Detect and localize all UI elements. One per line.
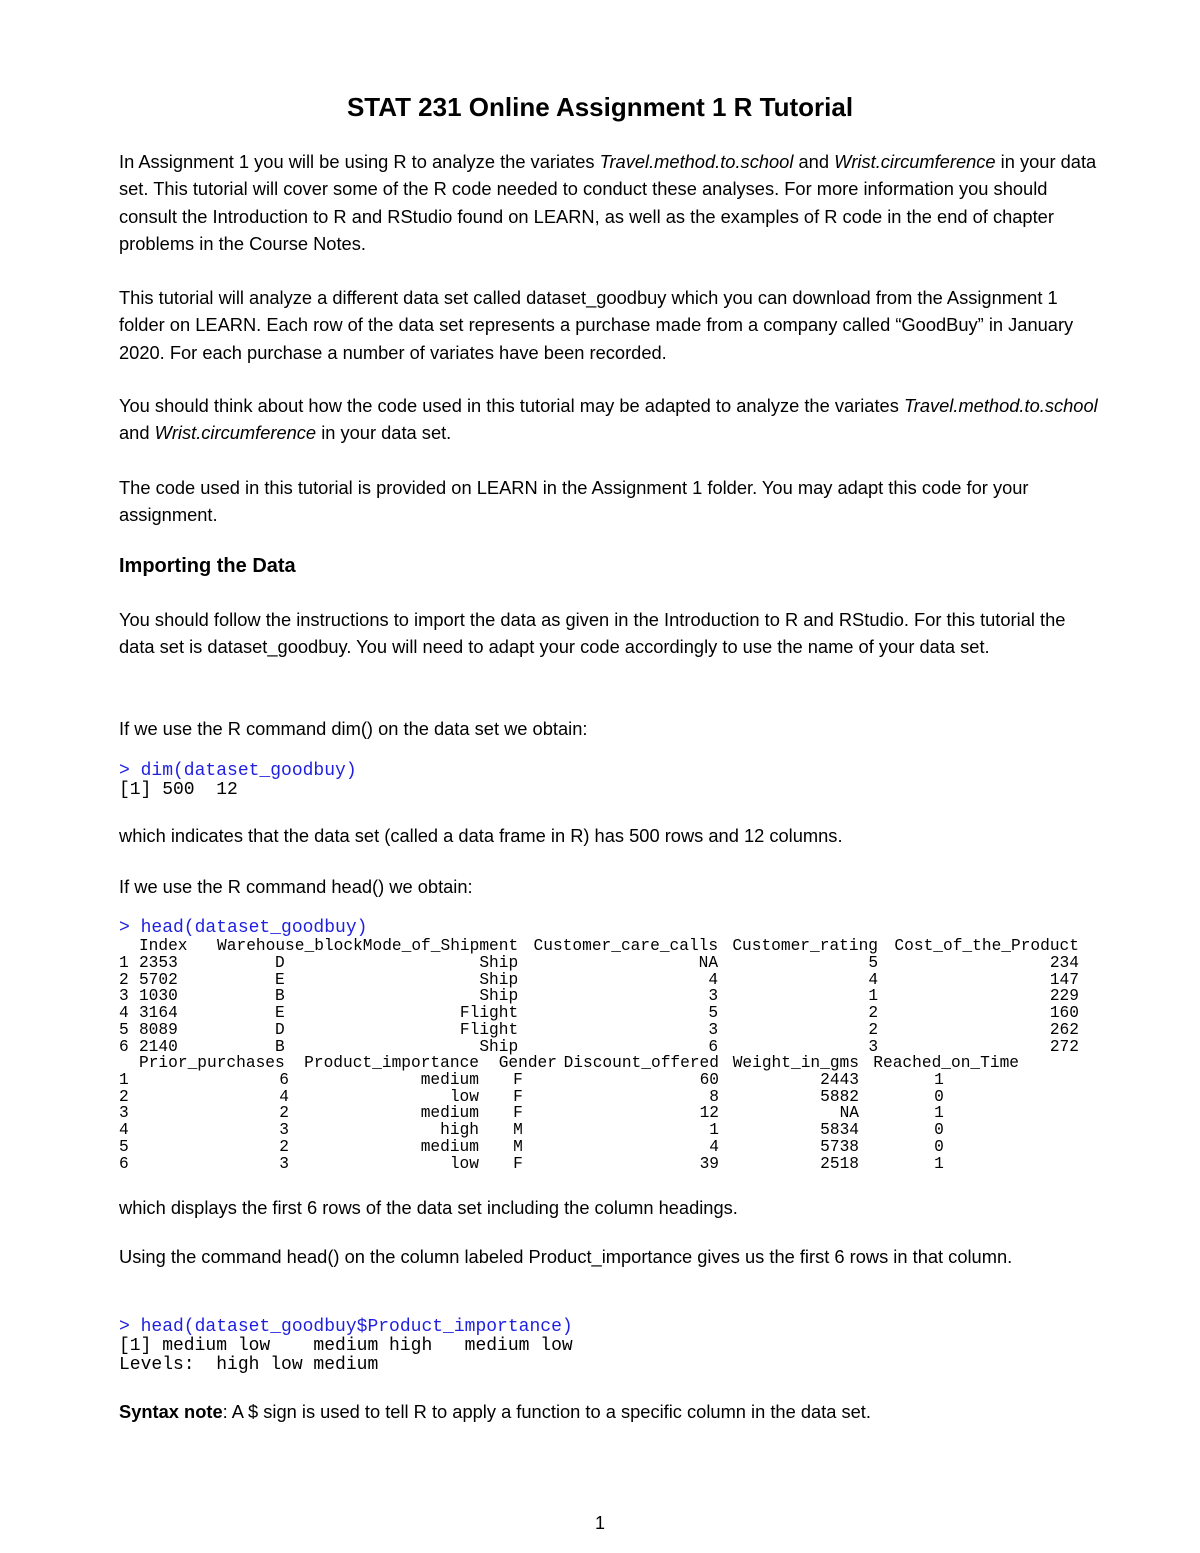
table-cell: D [274,1020,285,1039]
table-cell: 5882 [820,1087,859,1106]
table-cell: medium [420,1104,479,1123]
section-paragraph-3: which indicates that the data set (called a data frame in R) has 500 rows and 12 columns. [119,825,843,846]
table-row [119,1022,1079,1039]
table-cell: low [449,1154,479,1173]
intro-p3-text-a: You should think about how the code used in this tutorial may be adapted to analyze the variates [119,395,904,416]
table-cell: 5 [119,1020,129,1039]
column-header [119,938,139,955]
table-cell: medium [420,1070,479,1089]
table-cell: 3 [708,1020,719,1039]
column-header: Customer_care_calls [533,937,719,955]
dim-code-block [119,762,357,800]
table-cell: 6 [279,1070,289,1089]
table-cell: 2 [279,1137,289,1156]
intro-paragraph-1 [119,148,1099,257]
section-paragraph-5: which displays the first 6 rows of the data set including the column headings. [119,1197,738,1218]
table-cell: 3 [708,987,719,1006]
table-cell: 5834 [820,1121,859,1140]
table-cell: NA [839,1104,859,1123]
column-header: Product_importance [304,1054,479,1072]
table-cell: medium [420,1137,479,1156]
table-cell: 2 [868,1020,879,1039]
column-header: Customer_rating [732,937,879,955]
section-paragraph-4: If we use the R command head() we obtain: [119,876,473,897]
head2-command: > head(dataset_goodbuy$Product_importance) [119,1317,573,1337]
table-cell: 0 [934,1121,944,1140]
table-cell: 160 [1049,1004,1079,1023]
table-cell: F [513,1154,523,1173]
head2-output: [1] medium low medium high medium low [119,1336,573,1356]
table-cell: 5 [119,1137,129,1156]
intro-p1-text-b: and [793,151,835,172]
column-header: Prior_purchases [139,1054,285,1072]
table-cell: E [274,1004,285,1023]
table-cell: B [274,987,285,1006]
intro-paragraph-4: The code used in this tutorial is provided on LEARN in the Assignment 1 folder. You may adapt this code for your assignment. [119,477,1029,526]
table-cell: Ship [479,953,519,972]
table-cell: 0 [934,1087,944,1106]
table-cell: Flight [459,1020,519,1039]
dim-output: [1] 500 12 [119,780,238,800]
intro-paragraph-2: This tutorial will analyze a different data set called dataset_goodbuy which you can download from the Assignment 1 folder on LEARN. Each row of the data set represents a purchase made from a company called “GoodBuy” in January 2020. For each purchase a number of variates have been recorded. [119,287,1074,363]
table-cell: 3 [279,1154,289,1173]
intro-p3-text-b: and [119,422,155,444]
table-cell: E [274,970,285,989]
column-header: Index [138,937,188,955]
table-cell: 229 [1049,987,1079,1006]
table-cell: low [449,1087,479,1106]
column-header [119,1055,139,1072]
intro-p1-text-a: In Assignment 1 you will be using R to analyze the variates [119,151,600,172]
section-heading-importing-data: Importing the Data [119,555,296,577]
intro-paragraph-3 [119,392,1099,447]
table-cell: 4 [119,1004,129,1023]
column-header: Cost_of_the_Product [894,937,1079,955]
table-cell: 2 [868,1004,879,1023]
table-cell: 2140 [138,1037,178,1056]
table-cell: 6 [708,1037,719,1056]
intro-p3-variate-1: Travel.method.to.school [903,395,1098,416]
syntax-note-text: : A $ sign is used to tell R to apply a function to a specific column in the data set. [222,1401,871,1422]
table-cell: 1 [119,953,129,972]
table-row [119,955,1079,972]
column-header: Warehouse_block [217,937,363,955]
table-cell: 1 [934,1070,944,1089]
table-cell: 1 [709,1121,719,1140]
table-row [119,1072,1019,1089]
table-cell: 39 [699,1154,719,1173]
head2-levels: Levels: high low medium [119,1355,379,1375]
table-cell: 3 [279,1121,289,1140]
intro-p3-variate-2: Wrist.circumference [154,422,317,444]
table-header-row [119,1055,1019,1072]
table-cell: 8 [709,1087,719,1106]
table-cell: Ship [479,1037,519,1056]
table-cell: 5 [868,953,879,972]
table-cell: high [440,1121,479,1140]
column-header: Discount_offered [563,1054,719,1072]
table-row [119,1156,1019,1173]
table-cell: 4 [119,1121,129,1140]
table-cell: 1 [119,1070,129,1089]
table-cell: 262 [1049,1020,1079,1039]
table-row [119,1005,1079,1022]
table-cell: 12 [699,1104,719,1123]
table-cell: 4 [708,970,719,989]
table-header-row [119,938,1079,955]
table-cell: 1 [868,987,879,1006]
section-paragraph-6: Using the command head() on the column labeled Product_importance gives us the first 6 rows in that column. [119,1246,1013,1267]
column-header: Mode_of_Shipment [362,937,519,955]
table-cell: NA [698,953,719,972]
table-row [119,1122,1019,1139]
table-cell: 2 [119,1087,129,1106]
table-cell: 1 [934,1104,944,1123]
table-cell: 5702 [138,970,178,989]
head-command-line [119,919,367,938]
table-cell: 272 [1049,1037,1079,1056]
table-cell: 8089 [138,1020,178,1039]
table-cell: M [513,1137,523,1156]
head-command: > head(dataset_goodbuy) [119,918,368,938]
table-cell: 2518 [820,1154,859,1173]
table-cell: 2 [279,1104,289,1123]
table-cell: 147 [1049,970,1079,989]
table-cell: 4 [709,1137,719,1156]
table-cell: M [513,1121,523,1140]
section-paragraph-1: You should follow the instructions to import the data as given in the Introduction to R and RStudio. For this tutorial the data set is dataset_goodbuy. You will need to adapt your code accordingly to use the name of your data set. [119,609,1066,658]
table-cell: D [274,953,285,972]
table-cell: 2353 [138,953,178,972]
table-cell: 5 [708,1004,719,1023]
table-cell: 3 [119,987,129,1006]
column-header: Weight_in_gms [732,1054,859,1072]
table-cell: Ship [479,987,519,1006]
table-cell: 1 [934,1154,944,1173]
table-row [119,1105,1019,1122]
intro-p1-variate-1: Travel.method.to.school [599,151,794,172]
table-cell: Flight [459,1004,519,1023]
table-cell: 4 [868,970,879,989]
table-cell: 234 [1049,953,1079,972]
table-row [119,1139,1019,1156]
table-row [119,1089,1019,1106]
table-cell: F [513,1087,523,1106]
table-cell: B [274,1037,285,1056]
column-header: Gender [498,1054,557,1072]
table-cell: 60 [699,1070,719,1089]
syntax-note [119,1398,1099,1425]
table-cell: 6 [119,1154,129,1173]
table-cell: 0 [934,1137,944,1156]
intro-p1-variate-2: Wrist.circumference [834,151,996,172]
table-cell: 5738 [820,1137,859,1156]
dim-command: > dim(dataset_goodbuy) [119,761,357,781]
table-cell: 2 [119,970,129,989]
table-cell: 4 [279,1087,289,1106]
intro-p1-text-c: in your data set. This tutorial will cover some of the R code needed to conduct these analyses. For more information you should consult the Introduction to R and RStudio found on LEARN, as well as the examples of R code in the end of chapter problems in the Course Notes. [119,151,1097,254]
table-cell: 6 [119,1037,129,1056]
table-cell: 3 [868,1037,879,1056]
head2-code-block [119,1318,573,1375]
intro-p3-text-c: in your data set. [316,422,452,444]
section-paragraph-2: If we use the R command dim() on the data set we obtain: [119,718,588,739]
table-cell: 2443 [820,1070,859,1089]
table-cell: 1030 [138,987,178,1006]
table-cell: F [513,1070,523,1089]
table-cell: Ship [479,970,519,989]
table-cell: 3164 [138,1004,178,1023]
page-number: 1 [594,1513,605,1533]
head-output-table-2 [119,1055,1019,1173]
table-row [119,972,1079,989]
head-output-table-1 [119,938,1079,1056]
column-header: Reached_on_Time [873,1054,1019,1072]
table-cell: 3 [119,1104,129,1123]
syntax-note-label: Syntax note [119,1401,223,1422]
document-title: STAT 231 Online Assignment 1 R Tutorial [346,92,854,122]
table-row [119,988,1079,1005]
table-cell: F [513,1104,523,1123]
